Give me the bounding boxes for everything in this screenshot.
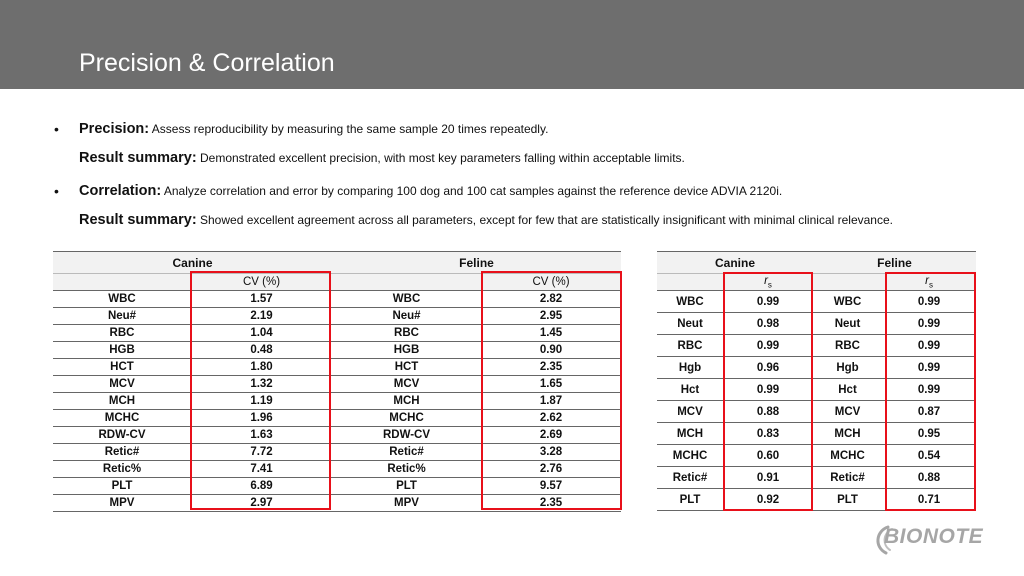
precision-summary-label: Result summary:: [79, 150, 197, 166]
slide-header: [0, 0, 1024, 89]
canine-parameter-cell: MPV: [53, 495, 191, 512]
canine-rs-cell: 0.96: [723, 357, 813, 379]
feline-parameter-cell: MCH: [332, 393, 481, 410]
correlation-summary-line: [79, 212, 893, 228]
feline-parameter-cell: MCV: [332, 376, 481, 393]
canine-parameter-cell: WBC: [657, 291, 723, 313]
feline-parameter-cell: MPV: [332, 495, 481, 512]
canine-rs-cell: 0.91: [723, 467, 813, 489]
canine-parameter-cell: MCHC: [657, 445, 723, 467]
correlation-text: Analyze correlation and error by comparing 100 dog and 100 cat samples against the reference device ADVIA 2120i.: [163, 184, 783, 198]
feline-header: Feline: [332, 252, 621, 274]
canine-cv-cell: 6.89: [191, 478, 332, 495]
canine-cv-cell: 0.48: [191, 342, 332, 359]
canine-cv-cell: 2.19: [191, 308, 332, 325]
canine-parameter-cell: MCV: [657, 401, 723, 423]
feline-parameter-cell: RDW-CV: [332, 427, 481, 444]
canine-parameter-cell: MCV: [53, 376, 191, 393]
feline-rs-highlight: [885, 272, 976, 511]
feline-rs-cell: 0.95: [882, 423, 976, 445]
canine-cv-header: CV (%): [191, 274, 332, 291]
precision-summary-text: Demonstrated excellent precision, with most key parameters falling within acceptable limits.: [200, 151, 685, 165]
feline-parameter-cell: PLT: [813, 489, 882, 511]
feline-cv-cell: 0.90: [481, 342, 621, 359]
feline-rs-cell: 0.87: [882, 401, 976, 423]
feline-header: Feline: [813, 252, 976, 274]
canine-cv-cell: 1.19: [191, 393, 332, 410]
empty-header-cell: [53, 274, 191, 291]
bullet-dot: •: [54, 121, 59, 137]
correlation-species-header: [657, 252, 976, 274]
feline-parameter-cell: Retic#: [332, 444, 481, 461]
canine-parameter-cell: Neu#: [53, 308, 191, 325]
canine-cv-cell: 1.57: [191, 291, 332, 308]
canine-cv-cell: 7.41: [191, 461, 332, 478]
feline-rs-cell: 0.99: [882, 357, 976, 379]
empty-header-cell: [813, 274, 882, 291]
feline-cv-cell: 2.35: [481, 495, 621, 512]
feline-parameter-cell: Hct: [813, 379, 882, 401]
canine-cv-cell: 1.63: [191, 427, 332, 444]
canine-parameter-cell: MCH: [657, 423, 723, 445]
canine-rs-cell: 0.92: [723, 489, 813, 511]
feline-cv-cell: 2.62: [481, 410, 621, 427]
precision-summary-line: [79, 150, 685, 166]
canine-cv-cell: 1.04: [191, 325, 332, 342]
canine-cv-highlight: [190, 271, 331, 510]
canine-parameter-cell: WBC: [53, 291, 191, 308]
correlation-summary-text: Showed excellent agreement across all parameters, except for few that are statistically insignificant with minimal clinical relevance.: [200, 213, 893, 227]
feline-cv-cell: 2.69: [481, 427, 621, 444]
feline-parameter-cell: RBC: [813, 335, 882, 357]
feline-rs-cell: 0.99: [882, 335, 976, 357]
canine-rs-highlight: [723, 272, 813, 511]
feline-rs-header: $r_s$: [882, 274, 976, 291]
canine-cv-cell: 2.97: [191, 495, 332, 512]
logo-text: BIONOTE: [884, 525, 984, 548]
canine-rs-cell: 0.99: [723, 335, 813, 357]
canine-cv-cell: 1.80: [191, 359, 332, 376]
feline-cv-cell: 3.28: [481, 444, 621, 461]
canine-parameter-cell: PLT: [657, 489, 723, 511]
canine-parameter-cell: MCHC: [53, 410, 191, 427]
feline-rs-cell: 0.99: [882, 291, 976, 313]
empty-header-cell: [332, 274, 481, 291]
feline-cv-cell: 2.95: [481, 308, 621, 325]
feline-parameter-cell: WBC: [813, 291, 882, 313]
feline-rs-cell: 0.99: [882, 379, 976, 401]
feline-parameter-cell: HCT: [332, 359, 481, 376]
feline-cv-cell: 1.65: [481, 376, 621, 393]
feline-cv-cell: 1.87: [481, 393, 621, 410]
canine-parameter-cell: MCH: [53, 393, 191, 410]
feline-parameter-cell: MCV: [813, 401, 882, 423]
precision-label: Precision:: [79, 121, 150, 137]
canine-parameter-cell: Hct: [657, 379, 723, 401]
bullet-dot: •: [54, 183, 59, 199]
feline-parameter-cell: Neu#: [332, 308, 481, 325]
canine-parameter-cell: RBC: [657, 335, 723, 357]
bionote-logo: [872, 521, 996, 561]
canine-rs-cell: 0.88: [723, 401, 813, 423]
feline-parameter-cell: MCHC: [813, 445, 882, 467]
canine-rs-cell: 0.99: [723, 291, 813, 313]
canine-parameter-cell: Retic#: [53, 444, 191, 461]
feline-parameter-cell: Retic#: [813, 467, 882, 489]
feline-cv-cell: 2.82: [481, 291, 621, 308]
feline-parameter-cell: WBC: [332, 291, 481, 308]
precision-line: [79, 121, 548, 137]
canine-rs-cell: 0.60: [723, 445, 813, 467]
feline-cv-cell: 2.35: [481, 359, 621, 376]
feline-cv-highlight: [481, 271, 622, 510]
precision-text: Assess reproducibility by measuring the same sample 20 times repeatedly.: [151, 122, 549, 136]
canine-cv-cell: 7.72: [191, 444, 332, 461]
canine-cv-cell: 1.32: [191, 376, 332, 393]
canine-parameter-cell: PLT: [53, 478, 191, 495]
canine-parameter-cell: Retic#: [657, 467, 723, 489]
canine-parameter-cell: Hgb: [657, 357, 723, 379]
slide-title: Precision & Correlation: [79, 49, 335, 77]
canine-parameter-cell: HCT: [53, 359, 191, 376]
feline-parameter-cell: Retic%: [332, 461, 481, 478]
correlation-summary-label: Result summary:: [79, 212, 197, 228]
feline-cv-header: CV (%): [481, 274, 621, 291]
feline-parameter-cell: Hgb: [813, 357, 882, 379]
feline-parameter-cell: PLT: [332, 478, 481, 495]
feline-rs-cell: 0.54: [882, 445, 976, 467]
canine-parameter-cell: RBC: [53, 325, 191, 342]
canine-rs-header: $r_s$: [723, 274, 813, 291]
feline-cv-cell: 2.76: [481, 461, 621, 478]
canine-parameter-cell: RDW-CV: [53, 427, 191, 444]
feline-parameter-cell: Neut: [813, 313, 882, 335]
canine-cv-cell: 1.96: [191, 410, 332, 427]
canine-rs-cell: 0.83: [723, 423, 813, 445]
feline-cv-cell: 1.45: [481, 325, 621, 342]
canine-header: Canine: [53, 252, 332, 274]
feline-parameter-cell: HGB: [332, 342, 481, 359]
feline-rs-cell: 0.99: [882, 313, 976, 335]
canine-parameter-cell: HGB: [53, 342, 191, 359]
feline-rs-cell: 0.88: [882, 467, 976, 489]
feline-rs-cell: 0.71: [882, 489, 976, 511]
canine-parameter-cell: Retic%: [53, 461, 191, 478]
feline-parameter-cell: MCH: [813, 423, 882, 445]
feline-parameter-cell: RBC: [332, 325, 481, 342]
empty-header-cell: [657, 274, 723, 291]
canine-header: Canine: [657, 252, 813, 274]
canine-parameter-cell: Neut: [657, 313, 723, 335]
feline-cv-cell: 9.57: [481, 478, 621, 495]
feline-parameter-cell: MCHC: [332, 410, 481, 427]
correlation-label: Correlation:: [79, 183, 162, 199]
correlation-line: [79, 183, 782, 199]
canine-rs-cell: 0.99: [723, 379, 813, 401]
canine-rs-cell: 0.98: [723, 313, 813, 335]
